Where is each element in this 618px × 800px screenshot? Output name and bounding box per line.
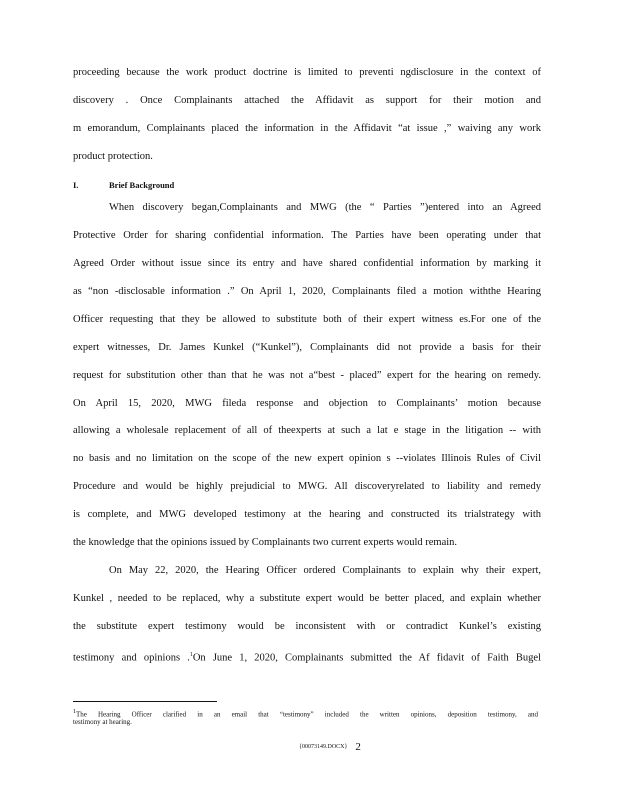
- footnote-text: The Hearing Officer clarified in an email that “testimony” included the written opinions, deposition testimony, and: [76, 710, 538, 719]
- body-line: product protection.: [73, 151, 153, 162]
- body-line: On April 15, 2020, MWG fileda response and objection to Complainants’ motion because: [73, 398, 541, 409]
- body-line: the knowledge that the opinions issued by Complainants two current experts would remain.: [73, 537, 458, 548]
- body-line: Procedure and would be highly prejudicial to MWG. All discoveryrelated to liability and remedy: [73, 481, 541, 492]
- page-footer: [270, 737, 390, 755]
- footnote-line: testimony at hearing.: [73, 718, 132, 726]
- body-line: discovery . Once Complainants attached the Affidavit as support for their motion and: [73, 95, 541, 106]
- body-line: as “non -disclosable information .” On April 1, 2020, Complainants filed a motion withthe Hearing: [73, 286, 541, 297]
- body-line: m emorandum, Complainants placed the information in the Affidavit “at issue ,” waiving any work: [73, 123, 541, 134]
- body-line: is complete, and MWG developed testimony at the hearing and constructed its trialstrategy with: [73, 509, 541, 520]
- body-line: request for substitution other than that he was not a“best - placed” expert for the hearing on remedy.: [73, 370, 541, 381]
- body-line: no basis and no limitation on the scope of the new expert opinion s --violates Illinois Rules of Civil: [73, 453, 541, 464]
- footnote-reference[interactable]: 1: [189, 652, 193, 658]
- section-number: I.: [73, 180, 79, 190]
- body-line: On May 22, 2020, the Hearing Officer ordered Complainants to explain why their expert,: [109, 565, 541, 576]
- body-text: testimony and opinions .: [73, 652, 190, 664]
- body-line: [73, 648, 541, 666]
- body-line: Officer requesting that they be allowed to substitute both of their expert witness es.For one of the: [73, 314, 541, 325]
- body-line: allowing a wholesale replacement of all of theexperts at such a lat e stage in the litigation -- with: [73, 425, 541, 436]
- footnote-marker: 1: [73, 709, 76, 715]
- body-line: Agreed Order without issue since its entry and have shared confidential information by marking it: [73, 258, 541, 269]
- body-line: When discovery began,Complainants and MWG (the “ Parties ”)entered into an Agreed: [109, 202, 541, 213]
- document-id: {00073149.DOCX}: [299, 744, 348, 750]
- page-number: 2: [355, 741, 361, 753]
- body-line: Protective Order for sharing confidential information. The Parties have been operating under that: [73, 230, 541, 241]
- section-heading: [73, 179, 174, 191]
- body-line: the substitute expert testimony would be inconsistent with or contradict Kunkel’s existing: [73, 621, 541, 632]
- body-line: expert witnesses, Dr. James Kunkel (“Kunkel”), Complainants did not provide a basis for their: [73, 342, 541, 353]
- section-title: Brief Background: [109, 180, 175, 190]
- body-text: On June 1, 2020, Complainants submitted the Af fidavit of Faith Bugel: [192, 652, 541, 664]
- footnote-separator: [73, 701, 217, 702]
- body-line: proceeding because the work product doctrine is limited to preventi ngdisclosure in the context of: [73, 67, 541, 78]
- body-line: Kunkel , needed to be replaced, why a substitute expert would be better placed, and explain whether: [73, 593, 541, 604]
